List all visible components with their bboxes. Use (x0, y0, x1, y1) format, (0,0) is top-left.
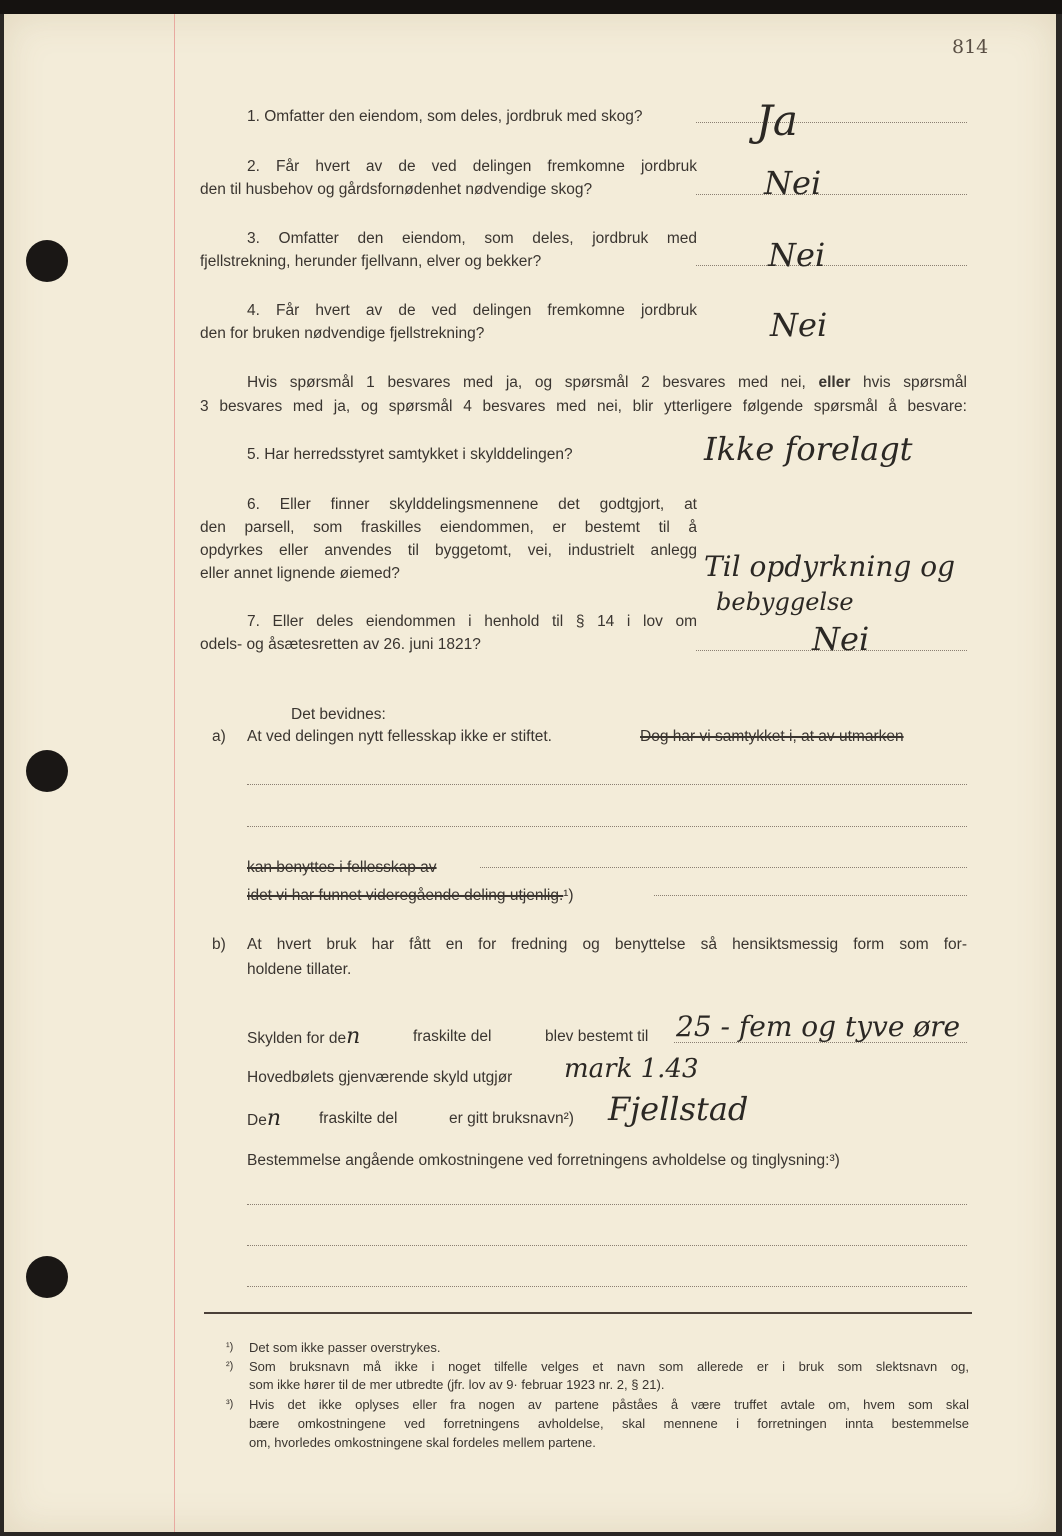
skyld-line-1-part: blev bestemt til (545, 1028, 649, 1045)
struck-line-3 (247, 884, 574, 907)
question-3-line-2: fjellstrekning, herunder fjellvann, elver og bekker? (200, 253, 542, 270)
footnote-2-line-2: som ikke hører til de mer utbredte (jfr. lov av 9· februar 1923 nr. 2, § 21). (249, 1377, 665, 1392)
punch-hole (26, 240, 68, 282)
skyld-line-1-part: fraskilte del (413, 1028, 492, 1045)
question-4-line-1: 4. Får hvert av de ved delingen fremkomne jordbruk (247, 302, 697, 319)
question-1: 1. Omfatter den eiendom, som deles, jordbruk med skog? (247, 108, 643, 125)
footnote-1-mark: ¹) (226, 1341, 234, 1353)
question-7-line-2: odels- og åsætesretten av 26. juni 1821? (200, 636, 481, 653)
footnote-3-line-1: Hvis det ikke oplyses eller fra nogen av partene påståes å være truffet avtale om, hvem som skal (249, 1397, 969, 1412)
item-b-line-2: holdene tillater. (247, 961, 352, 978)
item-a-text: At ved delingen nytt fellesskap ikke er stiftet. (247, 728, 552, 745)
skyld-text: De (247, 1112, 267, 1129)
question-5: 5. Har herredsstyret samtykket i skylddelingen? (247, 446, 573, 463)
blank-line (247, 1204, 967, 1205)
skyld-line-2: Hovedbølets gjenværende skyld utgjør (247, 1069, 513, 1086)
footnote-2-mark: ²) (226, 1360, 234, 1372)
blank-line (247, 1286, 967, 1287)
conditional-intro-line-2: 3 besvares med ja, og spørsmål 4 besvares med nei, blir ytterligere følgende spørsmål å besvare: (200, 398, 967, 415)
answer-line (696, 194, 967, 195)
footnote-1: Det som ikke passer overstrykes. (249, 1340, 441, 1355)
question-6-line-2: den parsell, som fraskilles eiendommen, er bestemt til å (200, 519, 697, 536)
question-2-line-1: 2. Får hvert av de ved delingen fremkomne jordbruk (247, 158, 697, 175)
question-7-line-1: 7. Eller deles eiendommen i henhold til § 14 i lov om (247, 613, 697, 630)
footnote-3-line-2: bære omkostningene ved forretningens avholdelse, skal mennene i forretningen innta bestemmelse (249, 1416, 969, 1431)
intro-text: Hvis spørsmål 1 besvares med ja, og spørsmål 2 besvares med nei, (247, 374, 806, 391)
intro-text: hvis spørsmål (863, 374, 967, 391)
margin-line (174, 14, 175, 1532)
document-page (4, 14, 1056, 1532)
blank-line (480, 867, 967, 868)
answer-3: Nei (768, 236, 826, 274)
question-6-line-4: eller annet lignende øiemed? (200, 565, 400, 582)
answer-line (696, 122, 967, 123)
question-4-line-2: den for bruken nødvendige fjellstrekning? (200, 325, 485, 342)
item-a-label: a) (212, 728, 226, 745)
skyld-line-3 (247, 1107, 281, 1132)
answer-5: Ikke forelagt (704, 430, 913, 468)
struck-text: idet vi har funnet videregående deling utjenlig. (247, 887, 564, 904)
skyld-line-4: Bestemmelse angående omkostningene ved forretningens avholdelse og tinglysning:³) (247, 1152, 840, 1169)
skyld-line-3-part: fraskilte del (319, 1110, 398, 1127)
struck-line-2: kan benyttes i fellesskap av (247, 859, 437, 876)
certification-heading: Det bevidnes: (291, 706, 386, 723)
blank-line (247, 826, 967, 827)
skyld-answer: 25 - fem og tyve øre (676, 1010, 961, 1043)
footnote-reference: ¹) (563, 887, 574, 904)
item-a-struck-text: Dog har vi samtykket i, at av utmarken (640, 728, 904, 745)
answer-6-line-1: Til opdyrkning og (704, 550, 955, 583)
footnote-rule (204, 1312, 972, 1314)
answer-6-line-2: bebyggelse (716, 588, 854, 616)
footnote-3-line-3: om, hvorledes omkostningene skal fordeles mellem partene. (249, 1435, 596, 1450)
farm-name-answer: Fjellstad (608, 1090, 749, 1128)
question-2-line-2: den til husbehov og gårdsfornødenhet nødvendige skog? (200, 181, 593, 198)
page-number: 814 (952, 36, 989, 58)
skyld-line-1 (247, 1025, 360, 1050)
answer-4: Nei (770, 306, 828, 344)
conditional-intro-line-1 (247, 371, 967, 394)
answer-2: Nei (764, 164, 822, 202)
punch-hole (26, 1256, 68, 1298)
footnote-2-line-1: Som bruksnavn må ikke i noget tilfelle velges et navn som allerede er i bruk som slektsnavn og, (249, 1359, 969, 1374)
skyld-text: Skylden for de (247, 1030, 347, 1047)
question-6-line-1: 6. Eller finner skylddelingsmennene det godtgjort, at (247, 496, 697, 513)
blank-line (247, 784, 967, 785)
item-b-label: b) (212, 936, 226, 953)
blank-line (247, 1245, 967, 1246)
punch-hole (26, 750, 68, 792)
answer-line (696, 265, 967, 266)
question-6-line-3: opdyrkes eller anvendes til byggetomt, vei, industrielt anlegg (200, 542, 697, 559)
item-b-line-1: At hvert bruk har fått en for fredning og benyttelse så hensiktsmessig form som for- (247, 936, 967, 953)
footnote-3-mark: ³) (226, 1398, 234, 1410)
remaining-skyld-answer: mark 1.43 (564, 1054, 699, 1084)
answer-1: Ja (756, 96, 798, 145)
scanner-edge (0, 0, 1062, 14)
question-3-line-1: 3. Omfatter den eiendom, som deles, jordbruk med (247, 230, 697, 247)
skyld-line-3-part: er gitt bruksnavn²) (449, 1110, 574, 1127)
intro-bold: eller (818, 374, 851, 391)
answer-7: Nei (812, 620, 870, 658)
blank-line (654, 895, 967, 896)
handwritten-suffix: n (266, 1106, 281, 1131)
handwritten-suffix: n (346, 1024, 361, 1049)
